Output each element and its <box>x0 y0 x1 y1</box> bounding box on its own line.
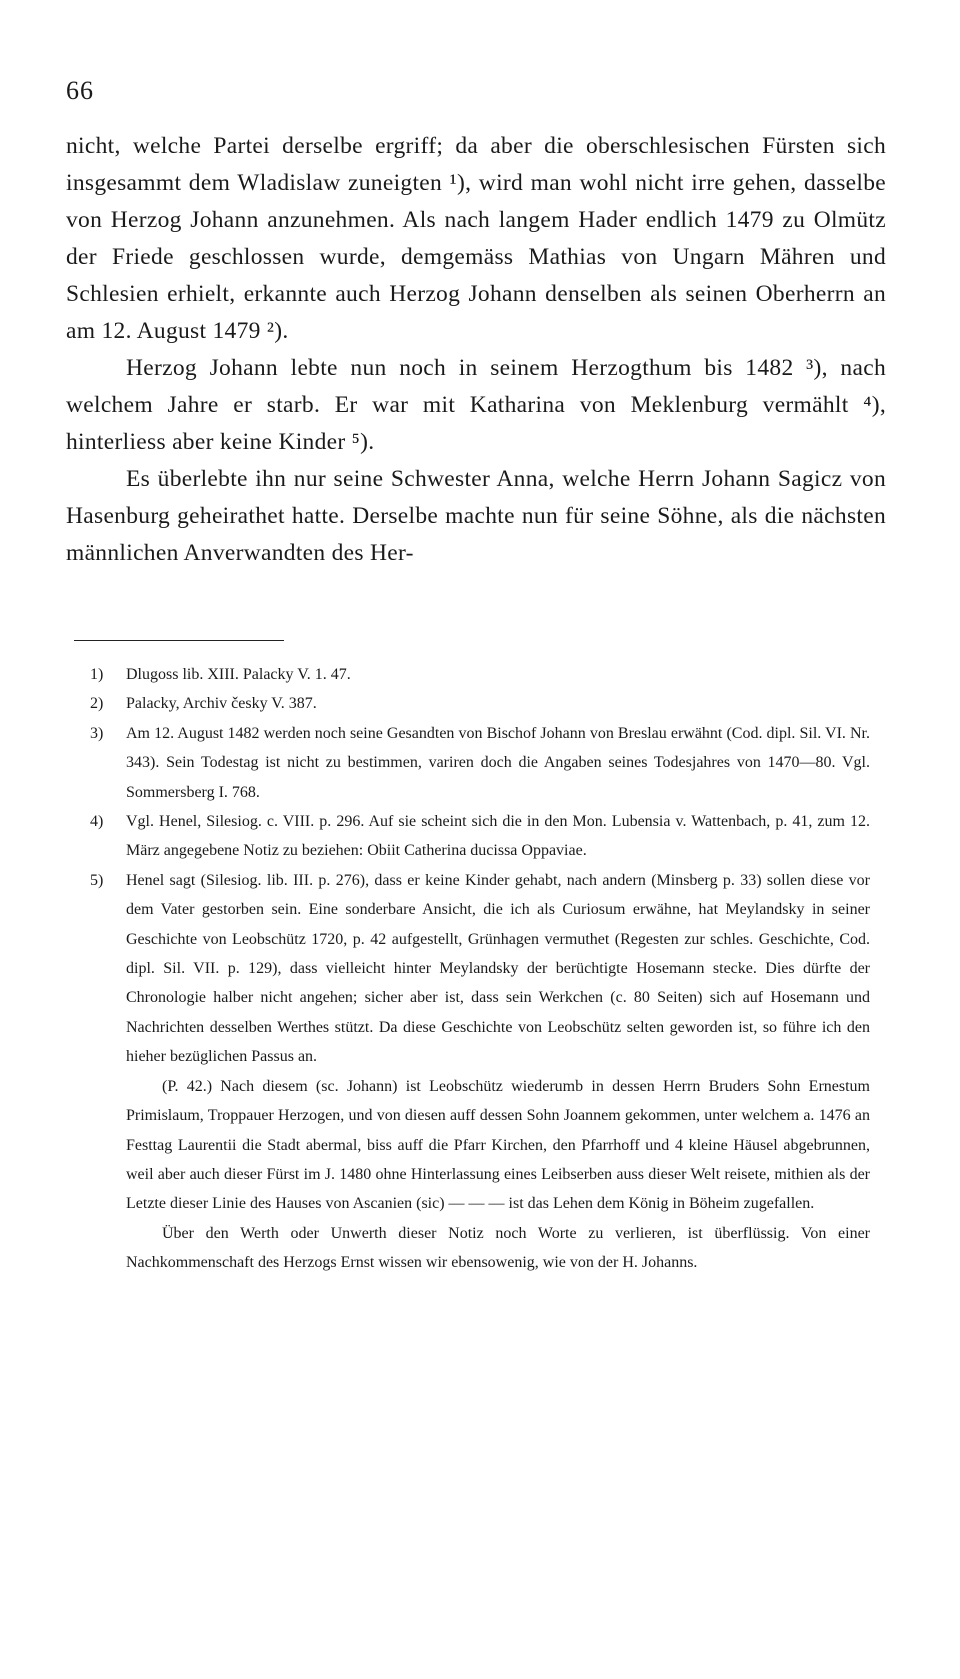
footnote-number: 5) <box>90 871 104 889</box>
footnote-text: Vgl. Henel, Silesiog. c. VIII. p. 296. Auf sie scheint sich die in den Mon. Lubensia v. Wattenbach, p. 41, zum 12. März angegebene Notiz zu beziehen: Obiit Catherina ducissa Oppaviae. <box>126 813 870 860</box>
footnote <box>90 719 870 807</box>
main-text <box>66 128 886 572</box>
page-number: 66 <box>66 76 94 105</box>
footnote-text: Palacky, Archiv česky V. 387. <box>126 695 317 713</box>
paragraph: nicht, welche Partei derselbe ergriff; da aber die oberschlesischen Fürsten sich insgesammt dem Wladislaw zuneigten ¹), wird man wohl nicht irre gehen, dasselbe von Herzog Johann anzunehmen. Als nach langem Hader endlich 1479 zu Olmütz der Friede geschlossen wurde, demgemäss Mathias von Ungarn Mähren und Schlesien erhielt, erkannte auch Herzog Johann denselben als seinen Oberherrn an am 12. August 1479 ²). <box>66 133 886 344</box>
footnote-quote: (P. 42.) Nach diesem (sc. Johann) ist Leobschütz wiederumb in dessen Herrn Bruders Sohn Ernestum Primislaum, Troppauer Herzogen, und von diesen auff dessen Sohn Joannem gekommen, unter welchem a. 1476 an Festtag Laurentii die Stadt abermal, biss auff die Pfarr Kirchen, den Pfarrhoff und 4 kleine Häusel abgebrunnen, weil aber auch dieser Fürst im J. 1480 ohne Hinterlassung eines Leibserben auss dieser Welt reisete, mithien als der Letzte dieser Linie des Hauses von Ascanien (sic) — — — ist das Lehen dem König in Böheim zugefallen. <box>126 1077 870 1213</box>
footnote-number: 1) <box>90 666 104 683</box>
footnotes <box>90 660 870 1278</box>
footnote <box>90 866 870 1072</box>
footnote <box>90 689 870 718</box>
footnote-divider <box>74 640 284 641</box>
footnote-number: 4) <box>90 813 104 831</box>
footnote-number: 2) <box>90 695 104 713</box>
footnote <box>90 807 870 866</box>
footnote-text: Dlugoss lib. XIII. Palacky V. 1. 47. <box>126 666 351 683</box>
footnote-number: 3) <box>90 724 104 742</box>
footnote-closing: Über den Werth oder Unwerth dieser Notiz noch Worte zu verlieren, ist überflüssig. Von einer Nachkommenschaft des Herzogs Ernst wissen wir ebensowenig, wie von der H. Johanns. <box>126 1224 870 1272</box>
footnote-text: Henel sagt (Silesiog. lib. III. p. 276), dass er keine Kinder gehabt, nach andern (Minsberg p. 33) sollen diese vor dem Vater gestorben sein. Eine sonderbare Ansicht, die ich als Curiosum erwähne, hat Meylandsky in seiner Geschichte von Leobschütz 1720, p. 42 aufgestellt, Grünhagen vermuthet (Regesten zur schles. Geschichte, Cod. dipl. Sil. VII. p. 129), dass vielleicht hinter Meylandsky der berüchtigte Hosemann stecke. Dies dürfte der Chronologie halber nicht angehen; sicher aber ist, dass sein Werkchen (c. 80 Seiten) sich auf Hosemann und Nachrichten desselben Werthes stützt. Da diese Geschichte von Leobschütz selten geworden ist, so führe ich den hieher bezüglichen Passus an. <box>126 871 870 1066</box>
footnote-text: Am 12. August 1482 werden noch seine Gesandten von Bischof Johann von Breslau erwähnt (Cod. dipl. Sil. VI. Nr. 343). Sein Todestag ist nicht zu bestimmen, variren doch die Angaben seines Todesjahres von 1470—80. Vgl. Sommersberg I. 768. <box>126 724 870 801</box>
footnote <box>90 660 870 689</box>
paragraph: Herzog Johann lebte nun noch in seinem Herzogthum bis 1482 ³), nach welchem Jahre er starb. Er war mit Katharina von Meklenburg vermählt ⁴), hinterliess aber keine Kinder ⁵). <box>66 355 886 455</box>
paragraph: Es überlebte ihn nur seine Schwester Anna, welche Herrn Johann Sagicz von Hasenburg geheirathet hatte. Derselbe machte nun für seine Söhne, als die nächsten männlichen Anverwandten des Her- <box>66 466 886 566</box>
